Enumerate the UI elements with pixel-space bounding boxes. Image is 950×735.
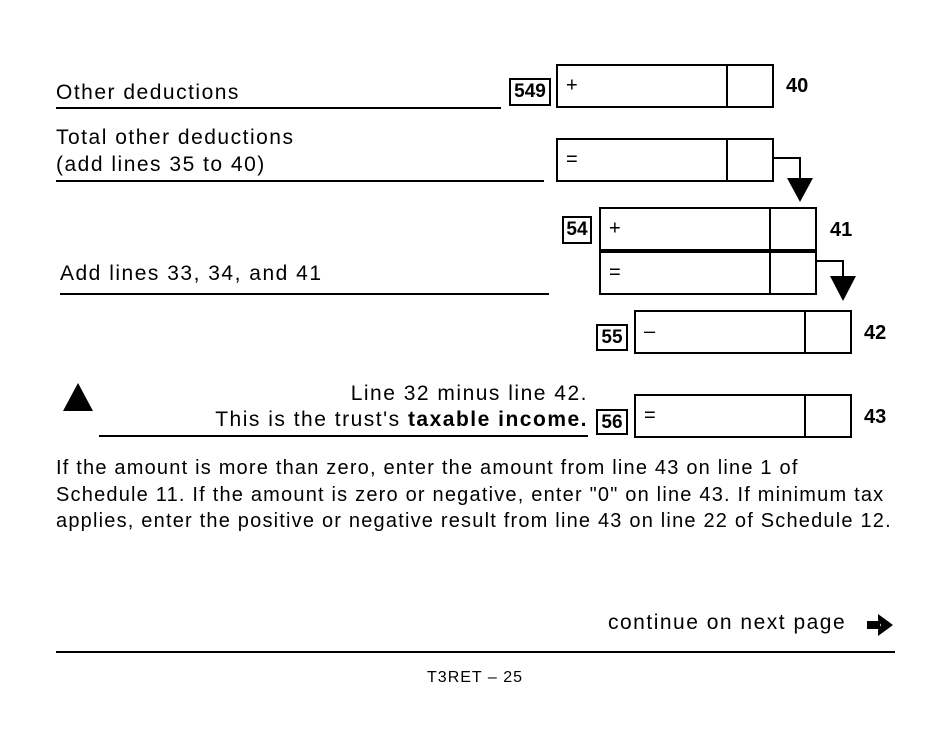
add-lines-rule bbox=[60, 293, 549, 295]
add-lines-label: Add lines 33, 34, and 41 bbox=[60, 262, 323, 285]
total-other-deductions-sublabel: (add lines 35 to 40) bbox=[56, 153, 266, 176]
cents-box[interactable] bbox=[726, 66, 772, 106]
taxable-income-emphasis: taxable income. bbox=[407, 408, 588, 431]
other-deductions-rule bbox=[56, 107, 501, 109]
total-other-deductions-rule bbox=[56, 180, 544, 182]
continue-text: continue on next page bbox=[608, 611, 847, 634]
total-other-deductions-field[interactable] bbox=[556, 138, 774, 182]
continue-on-next-page bbox=[608, 611, 846, 635]
line-43-rule bbox=[99, 435, 588, 437]
line-40-amount-field[interactable] bbox=[556, 64, 774, 108]
line-number-40: 40 bbox=[786, 75, 809, 97]
line-code-549: 549 bbox=[509, 78, 551, 106]
line-41-amount-field[interactable] bbox=[599, 207, 817, 251]
other-deductions-label: Other deductions bbox=[56, 81, 240, 104]
equals-operator: = bbox=[566, 148, 578, 171]
footer-divider bbox=[56, 651, 895, 653]
line-43-label-prefix: This is the trust's bbox=[215, 408, 408, 431]
arrow-right-icon bbox=[866, 613, 894, 637]
line-43-label-line2 bbox=[215, 406, 588, 434]
line-code-56: 56 bbox=[596, 409, 628, 435]
add-lines-total-field[interactable] bbox=[599, 251, 817, 295]
carry-down-arrow-icon bbox=[805, 256, 875, 306]
line-number-42: 42 bbox=[864, 322, 887, 344]
equals-operator: = bbox=[644, 404, 656, 427]
triangle-up-icon bbox=[62, 382, 94, 412]
line-number-43: 43 bbox=[864, 406, 887, 428]
instruction-paragraph: If the amount is more than zero, enter the amount from line 43 on line 1 of Schedule 11. If the amount is zero or negative, enter "0" on line 43. If minimum tax applies, enter the positive or negative result from line 43 on line 22 of Schedule 12. bbox=[56, 457, 892, 532]
cents-box[interactable] bbox=[804, 396, 850, 436]
line-42-amount-field[interactable] bbox=[634, 310, 852, 354]
line-43-label-line1: Line 32 minus line 42. bbox=[350, 382, 588, 405]
line-code-54: 54 bbox=[562, 216, 592, 244]
total-other-deductions-label: Total other deductions bbox=[56, 126, 295, 149]
plus-operator: + bbox=[566, 74, 578, 97]
cents-box[interactable] bbox=[769, 209, 815, 249]
line-number-41: 41 bbox=[830, 219, 853, 241]
cents-box[interactable] bbox=[804, 312, 850, 352]
taxable-income-field[interactable] bbox=[634, 394, 852, 438]
minus-operator: – bbox=[644, 320, 656, 343]
plus-operator: + bbox=[609, 217, 621, 240]
equals-operator: = bbox=[609, 261, 621, 284]
carry-down-arrow-icon bbox=[760, 150, 830, 210]
page-number: T3RET – 25 bbox=[427, 669, 523, 686]
line-code-55: 55 bbox=[596, 324, 628, 351]
